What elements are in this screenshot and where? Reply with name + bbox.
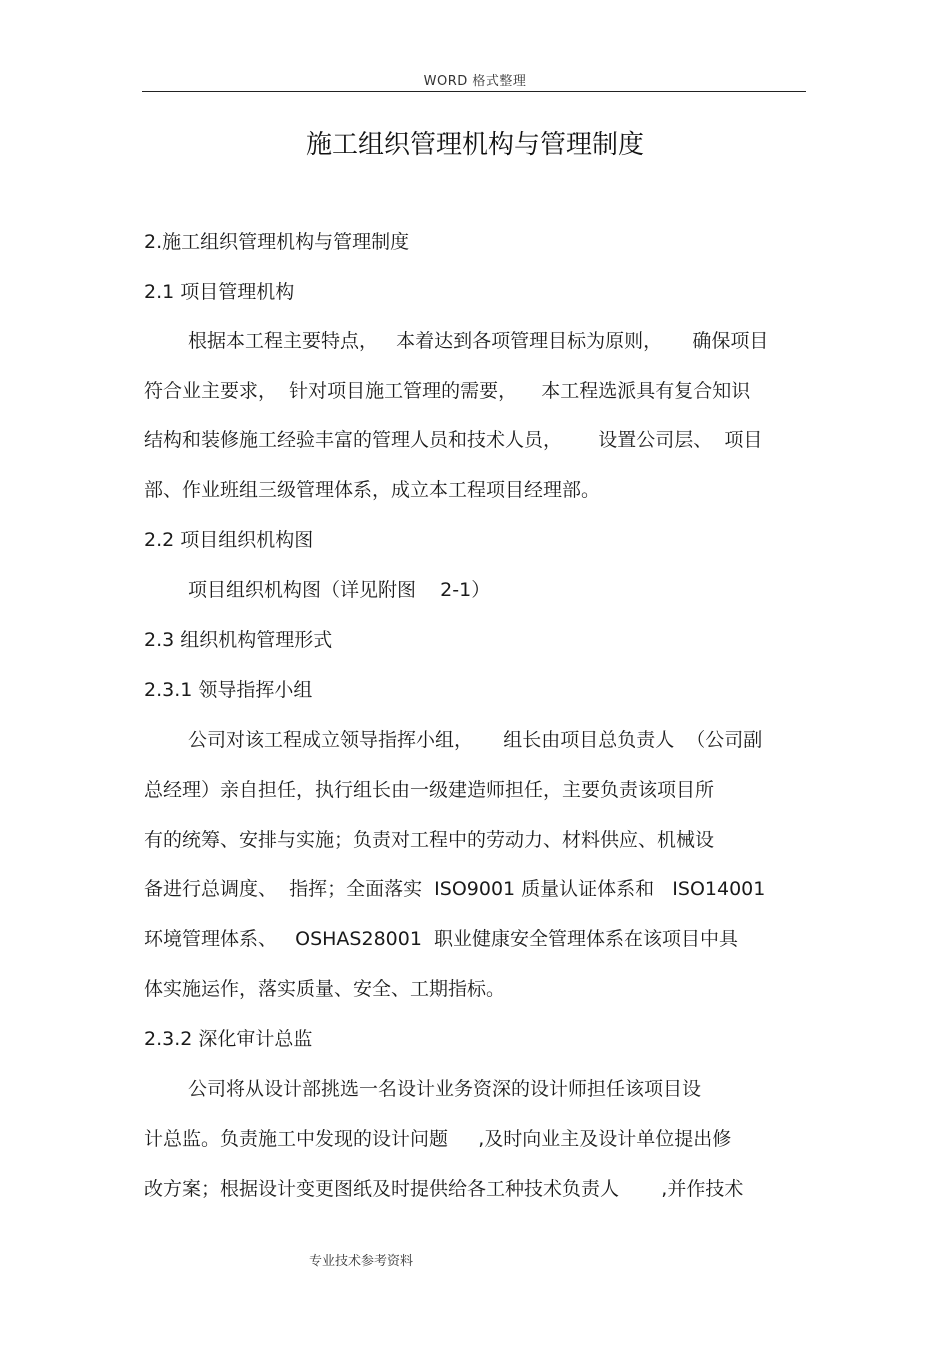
section-heading-2-3: 2.3 组织机构管理形式 (144, 629, 333, 651)
section-heading-2: 2.施工组织管理机构与管理制度 (144, 231, 410, 253)
paragraph-line: 计总监。负责施工中发现的设计问题 ,及时向业主及设计单位提出修 (144, 1128, 732, 1150)
paragraph-line: 改方案；根据设计变更图纸及时提供给各工种技术负责人 ,并作技术 (144, 1178, 744, 1200)
page-header: WORD 格式整理 (423, 74, 527, 89)
section-heading-2-2: 2.2 项目组织机构图 (144, 529, 314, 551)
header-rule (142, 91, 806, 92)
section-heading-2-3-1: 2.3.1 领导指挥小组 (144, 679, 313, 701)
paragraph-line: 项目组织机构图（详见附图 2-1） (188, 579, 491, 601)
paragraph-line: 环境管理体系、 OSHAS28001 职业健康安全管理体系在该项目中具 (144, 928, 739, 950)
section-heading-2-3-2: 2.3.2 深化审计总监 (144, 1028, 313, 1050)
document-title: 施工组织管理机构与管理制度 (305, 130, 644, 160)
paragraph-line: 公司对该工程成立领导指挥小组， 组长由项目总负责人 （公司副 (188, 729, 763, 751)
page-footer: 专业技术参考资料 (309, 1254, 414, 1269)
paragraph-line: 体实施运作，落实质量、安全、工期指标。 (144, 978, 506, 1000)
paragraph-line: 备进行总调度、 指挥；全面落实 ISO9001 质量认证体系和 ISO14001 (144, 878, 766, 900)
paragraph-line: 部、作业班组三级管理体系，成立本工程项目经理部。 (144, 479, 601, 501)
paragraph-line: 根据本工程主要特点， 本着达到各项管理目标为原则， 确保项目 (188, 330, 769, 352)
paragraph-line: 有的统筹、安排与实施；负责对工程中的劳动力、材料供应、机械设 (144, 829, 715, 851)
section-heading-2-1: 2.1 项目管理机构 (144, 281, 295, 303)
paragraph-line: 符合业主要求， 针对项目施工管理的需要， 本工程选派具有复合知识 (144, 380, 751, 402)
paragraph-line: 总经理）亲自担任，执行组长由一级建造师担任，主要负责该项目所 (144, 779, 715, 801)
paragraph-line: 结构和装修施工经验丰富的管理人员和技术人员， 设置公司层、 项目 (144, 429, 763, 451)
paragraph-line: 公司将从设计部挑选一名设计业务资深的设计师担任该项目设 (188, 1078, 702, 1100)
